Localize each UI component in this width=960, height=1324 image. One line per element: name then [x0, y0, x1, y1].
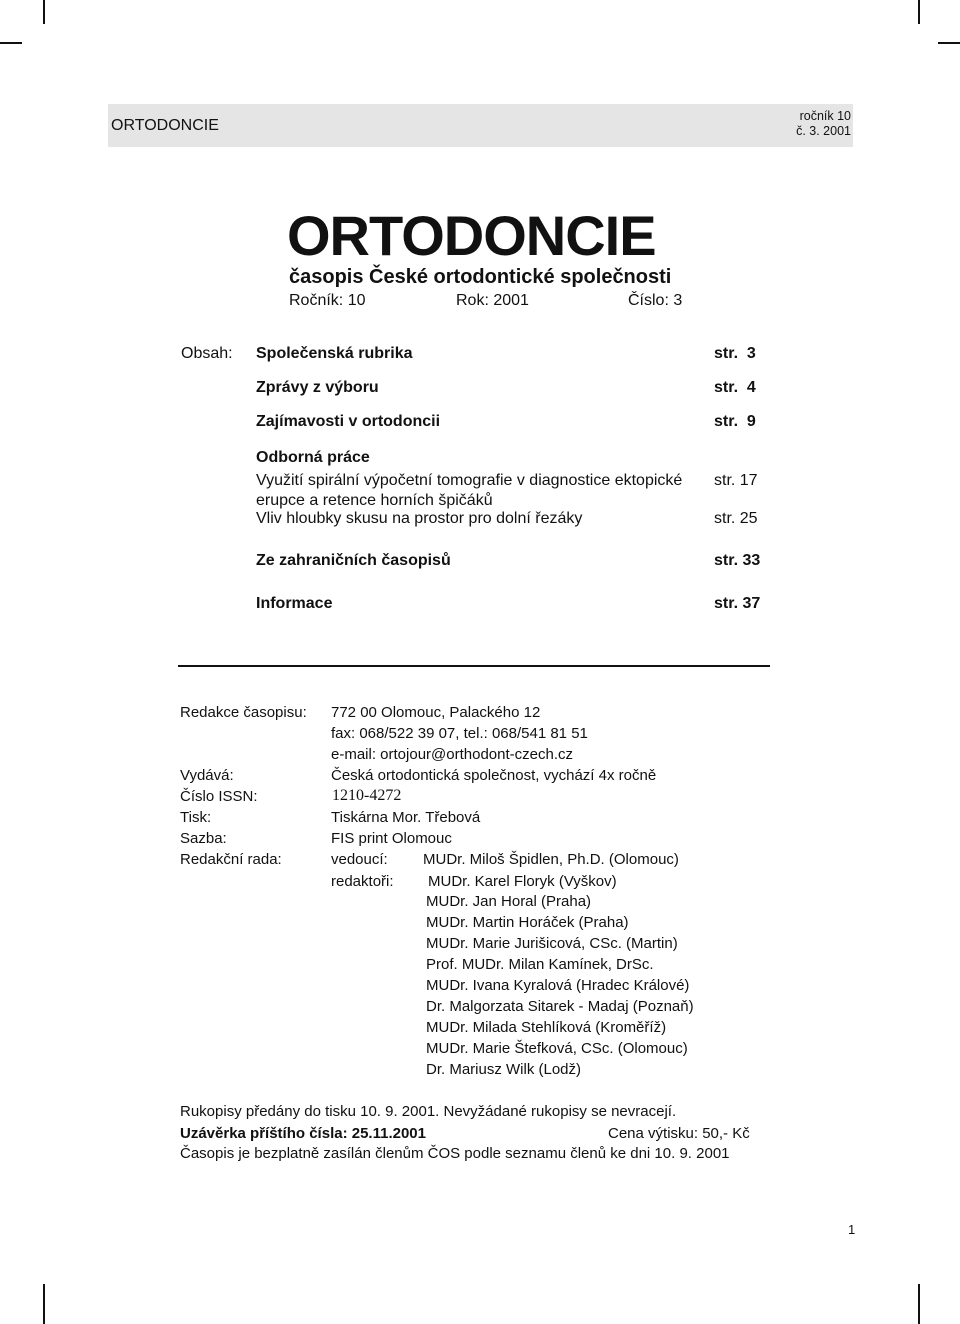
- board-label: Redakční rada:: [180, 851, 282, 868]
- board-editor: Dr. Mariusz Wilk (Lodž): [426, 1061, 582, 1078]
- board-editor: Prof. MUDr. Milan Kamínek, DrSc.: [426, 956, 654, 973]
- header-issue-info: [796, 109, 851, 139]
- board-editor: MUDr. Jan Horal (Praha): [426, 893, 592, 910]
- typeset-value: FIS print Olomouc: [331, 830, 452, 847]
- board-editor: MUDr. Ivana Kyralová (Hradec Králové): [426, 977, 690, 994]
- board-head-label: vedoucí:: [331, 851, 388, 868]
- toc-entry-title: Zajímavosti v ortodoncii: [256, 413, 441, 430]
- meta-volume: Ročník: 10: [289, 292, 366, 309]
- toc-label: Obsah:: [181, 345, 233, 362]
- toc-entry-page: str. 37: [714, 595, 761, 612]
- crop-mark: [918, 1284, 920, 1324]
- toc-entry-title: Ze zahraničních časopisů: [256, 552, 451, 569]
- meta-issue: Číslo: 3: [628, 292, 683, 309]
- board-editor: MUDr. Marie Štefková, CSc. (Olomouc): [426, 1040, 688, 1057]
- page-number: 1: [848, 1222, 856, 1237]
- toc-entry-page: str. 4: [714, 379, 756, 396]
- section-divider: [178, 665, 770, 667]
- running-header: [108, 104, 853, 147]
- board-editor: MUDr. Karel Floryk (Vyškov): [428, 873, 617, 890]
- board-editor: MUDr. Martin Horáček (Praha): [426, 914, 629, 931]
- toc-entry-title: Informace: [256, 595, 333, 612]
- toc-entry-page: str. 9: [714, 413, 756, 430]
- print-label: Tisk:: [180, 809, 212, 826]
- editorial-address: 772 00 Olomouc, Palackého 12: [331, 704, 541, 721]
- toc-entry-page: str. 3: [714, 345, 756, 362]
- toc-entry-page: str. 33: [714, 552, 761, 569]
- toc-entry-title: Společenská rubrika: [256, 345, 413, 362]
- board-head: MUDr. Miloš Špidlen, Ph.D. (Olomouc): [423, 851, 679, 868]
- deadline-note: Uzávěrka příštího čísla: 25.11.2001: [180, 1125, 426, 1142]
- header-journal-name: ORTODONCIE: [111, 117, 219, 134]
- toc-entry-title: Využití spirální výpočetní tomografie v diagnostice ektopické: [256, 472, 683, 489]
- print-value: Tiskárna Mor. Třebová: [331, 809, 481, 826]
- issn-value: 1210-4272: [332, 787, 402, 804]
- crop-mark: [43, 0, 45, 24]
- board-editors-label: redaktoři:: [331, 873, 394, 890]
- board-editor: Dr. Malgorzata Sitarek - Madaj (Poznaň): [426, 998, 694, 1015]
- page-subtitle: časopis České ortodontické společnosti: [289, 266, 672, 288]
- toc-entry-page: str. 17: [714, 472, 758, 489]
- crop-mark: [0, 42, 22, 44]
- publisher-value: Česká ortodontická společnost, vychází 4x ročně: [331, 767, 657, 784]
- distribution-note: Časopis je bezplatně zasílán členům ČOS podle seznamu členů ke dni 10. 9. 2001: [180, 1145, 730, 1162]
- toc-entry-title-continued: erupce a retence horních špičáků: [256, 492, 493, 509]
- toc-entry-title: Zprávy z výboru: [256, 379, 379, 396]
- board-editor: MUDr. Marie Jurišicová, CSc. (Martin): [426, 935, 678, 952]
- editorial-label: Redakce časopisu:: [180, 704, 307, 721]
- price-note: Cena výtisku: 50,- Kč: [608, 1125, 750, 1142]
- crop-mark: [918, 0, 920, 24]
- crop-mark: [43, 1284, 45, 1324]
- board-editor: MUDr. Milada Stehlíková (Kroměříž): [426, 1019, 667, 1036]
- publisher-label: Vydává:: [180, 767, 234, 784]
- crop-mark: [938, 42, 960, 44]
- meta-year: Rok: 2001: [456, 292, 529, 309]
- toc-entry-page: str. 25: [714, 510, 758, 527]
- editorial-fax-tel: fax: 068/522 39 07, tel.: 068/541 81 51: [331, 725, 588, 742]
- header-issue: č. 3. 2001: [796, 124, 851, 138]
- page-title: ORTODONCIE: [287, 204, 656, 267]
- toc-section-heading: Odborná práce: [256, 449, 370, 466]
- typeset-label: Sazba:: [180, 830, 227, 847]
- editorial-email: e-mail: ortojour@orthodont-czech.cz: [331, 746, 573, 763]
- header-volume: ročník 10: [799, 109, 851, 123]
- submission-note: Rukopisy předány do tisku 10. 9. 2001. Nevyžádané rukopisy se nevracejí.: [180, 1103, 677, 1120]
- issn-label: Číslo ISSN:: [180, 788, 258, 805]
- toc-entry-title: Vliv hloubky skusu na prostor pro dolní řezáky: [256, 510, 583, 527]
